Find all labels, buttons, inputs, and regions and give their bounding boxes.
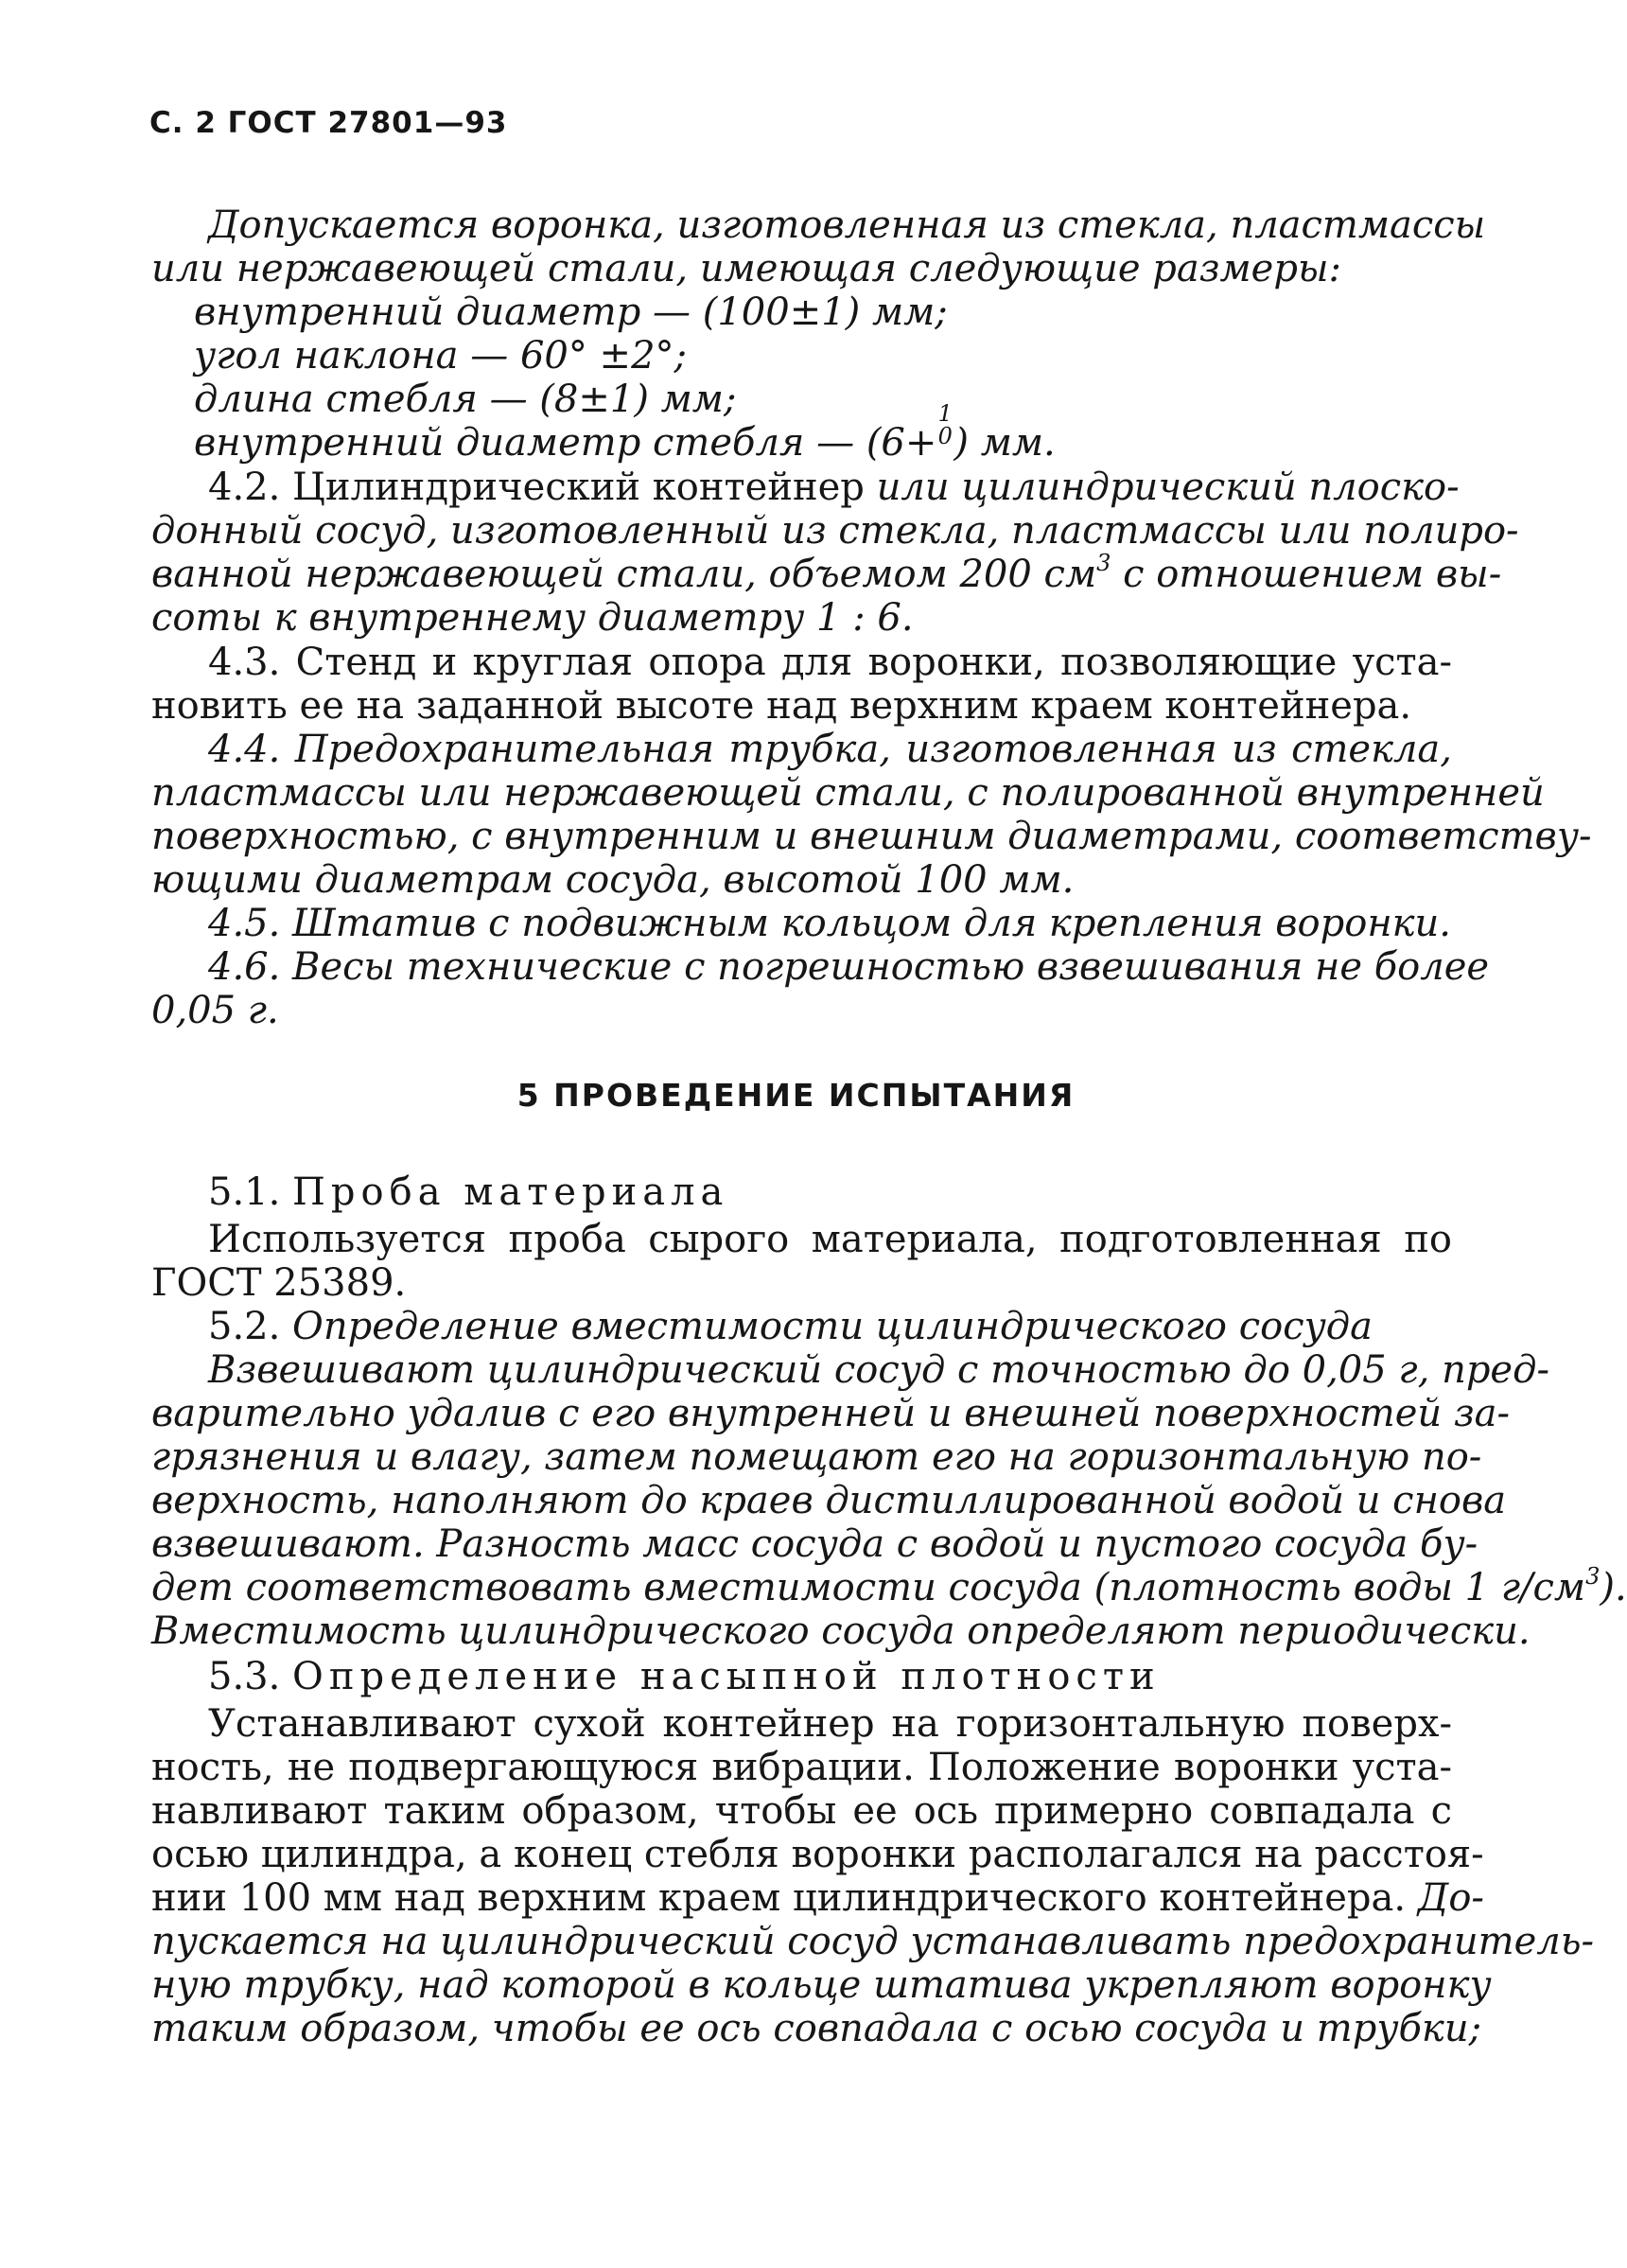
tolerance-sign: + bbox=[904, 421, 937, 465]
para-5-3-line-5a: нии 100 мм над верхним краем цилиндрического контейнера. bbox=[151, 1876, 1407, 1920]
para-4-2-line-2: донный сосуд, изготовленный из стекла, пластмассы или полиро- bbox=[151, 509, 1519, 553]
para-5-2-line-4: верхность, наполняют до краев дистиллированной водой и снова bbox=[151, 1479, 1507, 1522]
funnel-line-1: Допускается воронка, изготовленная из стекла, пластмассы bbox=[208, 203, 1486, 247]
tolerance-fraction bbox=[936, 400, 953, 462]
para-5-1-heading bbox=[208, 1170, 729, 1214]
funnel-line-2: или нержавеющей стали, имеющая следующие размеры: bbox=[151, 247, 1342, 290]
para-5-2-line-2: варительно удалив с его внутренней и внешней поверхностей за- bbox=[151, 1392, 1511, 1435]
funnel-line-6 bbox=[194, 400, 1056, 465]
section-heading: 5 ПРОВЕДЕНИЕ ИСПЫТАНИЯ bbox=[516, 1077, 1076, 1114]
para-5-2-line-6b: ). bbox=[1600, 1566, 1627, 1609]
para-4-4-line-3: поверхностью, с внутренним и внешним диаметрами, соответству- bbox=[151, 815, 1592, 858]
para-5-3-line-7: ную трубку, над которой в кольце штатива укрепляют воронку bbox=[151, 1963, 1492, 2007]
para-4-2-number: 4.2. bbox=[208, 466, 281, 509]
para-4-6-line-1: 4.6. Весы технические с погрешностью взвешивания не более bbox=[208, 945, 1490, 989]
para-5-2-heading bbox=[208, 1305, 1373, 1348]
funnel-line-6-pre: внутренний диаметр стебля — (6 bbox=[194, 421, 905, 465]
para-4-3-line-1: 4.3. Стенд и круглая опора для воронки, позволяющие уста- bbox=[208, 641, 1452, 684]
para-4-2-line-1 bbox=[208, 466, 1460, 509]
para-5-3-heading bbox=[208, 1655, 1161, 1698]
para-5-1-title: Проба материала bbox=[292, 1170, 729, 1214]
superscript-3: 3 bbox=[1585, 1563, 1601, 1591]
para-4-2-lead: Цилиндрический контейнер bbox=[292, 466, 865, 509]
para-5-3-line-4: осью цилиндра, а конец стебля воронки располагался на расстоя- bbox=[151, 1833, 1484, 1876]
funnel-line-6-post: ) мм. bbox=[953, 421, 1056, 465]
para-5-2-line-6a: дет соответствовать вместимости сосуда (плотность воды 1 г/см bbox=[151, 1566, 1586, 1609]
para-4-2-line-3 bbox=[151, 550, 1502, 596]
para-5-3-line-8: таким образом, чтобы ее ось совпадала с осью сосуда и трубки; bbox=[151, 2007, 1482, 2050]
para-4-5-line-1: 4.5. Штатив с подвижным кольцом для крепления воронки. bbox=[208, 902, 1452, 945]
para-5-1-line-1: Используется проба сырого материала, подготовленная по bbox=[208, 1218, 1452, 1261]
para-4-2-line-4: соты к внутреннему диаметру 1 : 6. bbox=[151, 596, 914, 640]
page-header: С. 2 ГОСТ 27801—93 bbox=[149, 106, 508, 140]
para-5-3-line-5b: До- bbox=[1406, 1876, 1484, 1920]
para-4-2-line-3a: ванной нержавеющей стали, объемом 200 см bbox=[151, 553, 1097, 596]
para-4-2-lead-italic: или цилиндрический плоско- bbox=[876, 466, 1460, 509]
tolerance-upper: 1 bbox=[937, 400, 953, 428]
para-5-3-line-2: ность, не подвергающуюся вибрации. Положение воронки уста- bbox=[151, 1746, 1452, 1789]
para-5-3-number: 5.3. bbox=[208, 1655, 281, 1698]
para-5-3-line-3: навливают таким образом, чтобы ее ось примерно совпадала с bbox=[151, 1789, 1452, 1833]
para-5-1-line-2: ГОСТ 25389. bbox=[151, 1261, 407, 1305]
para-4-4-line-1: 4.4. Предохранительная трубка, изготовленная из стекла, bbox=[208, 728, 1452, 771]
para-5-3-line-1: Устанавливают сухой контейнер на горизонтальную поверх- bbox=[208, 1702, 1452, 1746]
funnel-line-5: длина стебля — (8±1) мм; bbox=[194, 378, 737, 421]
para-5-2-line-5: взвешивают. Разность масс сосуда с водой и пустого сосуда бу- bbox=[151, 1522, 1478, 1566]
para-5-3-line-5 bbox=[151, 1876, 1484, 1920]
para-5-2-line-6 bbox=[151, 1563, 1627, 1609]
superscript-3: 3 bbox=[1096, 550, 1111, 577]
para-5-3-title: Определение насыпной плотности bbox=[292, 1655, 1161, 1698]
funnel-line-3: внутренний диаметр — (100±1) мм; bbox=[194, 290, 948, 334]
para-4-4-line-2: пластмассы или нержавеющей стали, с полированной внутренней bbox=[151, 771, 1545, 815]
tolerance-lower: 0 bbox=[937, 423, 953, 450]
para-5-2-number: 5.2. bbox=[208, 1305, 281, 1348]
para-4-6-line-2: 0,05 г. bbox=[151, 989, 279, 1032]
para-4-3-line-2: новить ее на заданной высоте над верхним краем контейнера. bbox=[151, 684, 1412, 728]
para-5-3-line-6: пускается на цилиндрический сосуд устанавливать предохранитель- bbox=[151, 1920, 1595, 1963]
funnel-line-4: угол наклона — 60° ±2°; bbox=[194, 334, 687, 378]
para-4-2-line-3b: с отношением вы- bbox=[1111, 553, 1502, 596]
para-5-2-line-7: Вместимость цилиндрического сосуда определяют периодически. bbox=[151, 1609, 1531, 1653]
para-5-2-title: Определение вместимости цилиндрического сосуда bbox=[292, 1305, 1373, 1348]
para-5-2-line-1: Взвешивают цилиндрический сосуд с точностью до 0,05 г, пред- bbox=[208, 1348, 1549, 1392]
para-4-4-line-4: ющими диаметрам сосуда, высотой 100 мм. bbox=[151, 858, 1075, 902]
para-5-2-line-3: грязнения и влагу, затем помещают его на горизонтальную по- bbox=[151, 1435, 1482, 1479]
para-5-1-number: 5.1. bbox=[208, 1170, 281, 1214]
